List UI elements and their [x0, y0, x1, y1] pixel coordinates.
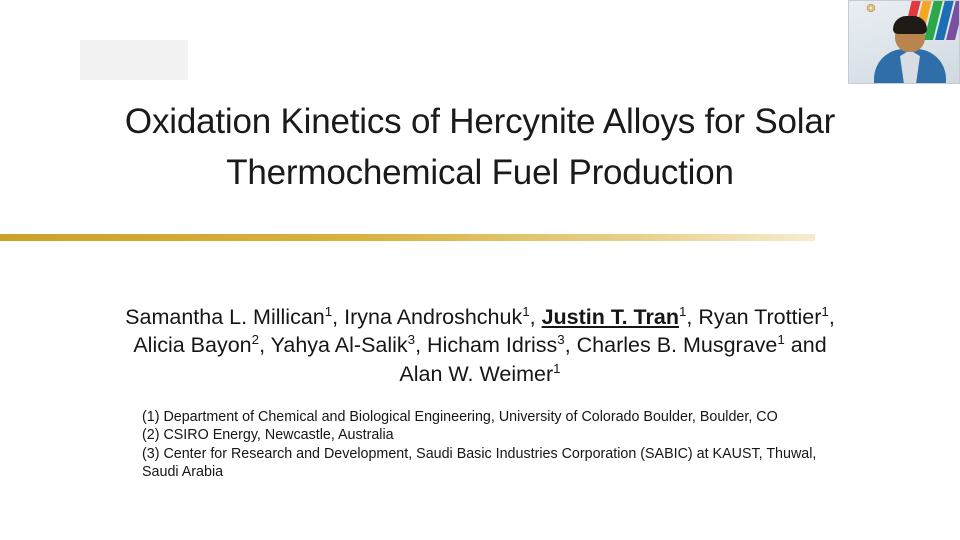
author-affiliation-marker: 1	[777, 332, 785, 348]
slide-title: Oxidation Kinetics of Hercynite Alloys for Solar Thermochemical Fuel Production	[124, 102, 836, 192]
author-name: and Alan W. Weimer	[399, 333, 827, 386]
author-name: , Charles B. Musgrave	[564, 333, 778, 358]
presenting-author-name: Justin T. Tran	[541, 305, 679, 329]
author-affiliation-marker: 3	[407, 332, 416, 348]
author-affiliation-marker: 1	[522, 303, 530, 319]
affiliation-list	[142, 408, 822, 482]
author-affiliation-marker: 3	[557, 332, 565, 348]
author-name: , Yahya Al-Salik	[259, 333, 408, 358]
author-name: , Iryna Androshchuk	[332, 305, 523, 329]
gold-divider-bar	[0, 234, 815, 241]
logo-mark-glyph: ❂	[866, 3, 876, 15]
webcam-video-overlay[interactable]	[848, 0, 960, 84]
decorative-placeholder-box	[80, 40, 188, 80]
organization-logo-icon	[856, 4, 886, 16]
author-name: , Hicham Idriss	[415, 333, 558, 358]
author-name: , Alicia Bayon	[133, 305, 835, 358]
author-affiliation-marker: 1	[553, 360, 561, 376]
author-affiliation-marker: 1	[821, 303, 829, 319]
author-affiliation-marker: 1	[678, 303, 687, 319]
author-name: Samantha L. Millican	[125, 305, 325, 329]
affiliation-item: (1) Department of Chemical and Biological Engineering, University of Colorado Boulder, Boulder, CO	[142, 409, 778, 425]
author-list	[120, 303, 840, 388]
author-affiliation-marker: 1	[324, 303, 333, 319]
author-name: , Ryan Trottier	[686, 305, 822, 329]
presenter-hair	[893, 16, 927, 34]
affiliation-item: (2) CSIRO Energy, Newcastle, Australia	[142, 427, 394, 444]
author-separator: ,	[529, 305, 542, 329]
author-affiliation-marker: 2	[251, 332, 260, 348]
affiliation-item: (3) Center for Research and Development, Saudi Basic Industries Corporation (SABIC) at KAUST, Thuwal, Saudi Arabia	[142, 445, 817, 481]
